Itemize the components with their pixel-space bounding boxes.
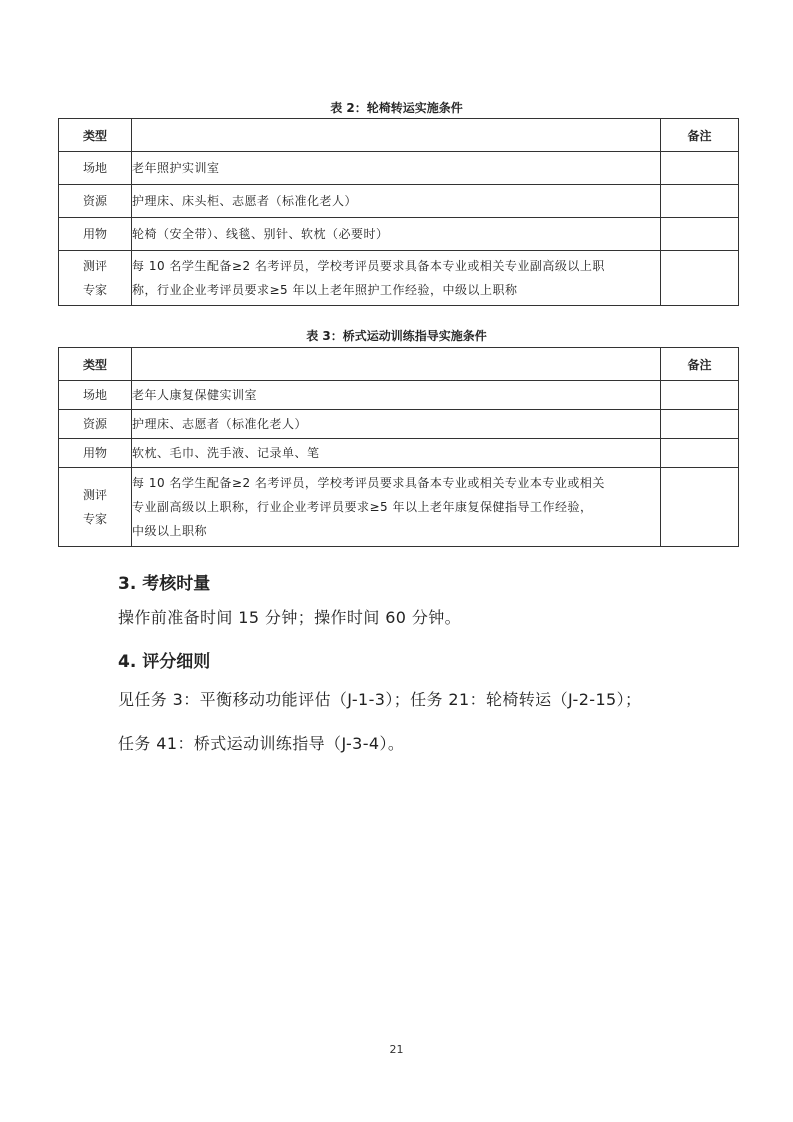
section4-line2: 任务 41：桥式运动训练指导（J-3-4）。 [118, 734, 405, 753]
table2-expert-type [59, 251, 132, 306]
table3-row3-type: 用物 [59, 439, 132, 468]
table2-row2-content: 护理床、床头柜、志愿者（标准化老人） [132, 185, 661, 218]
table-row [59, 185, 739, 218]
page-number: 21 [389, 1043, 404, 1056]
table2-header-row [59, 119, 739, 152]
table2-expert-line2: 称，行业企业考评员要求≥5 年以上老年照护工作经验，中级以上职称 [132, 283, 518, 297]
table3-expert-content [132, 468, 661, 547]
table2-header-content [132, 119, 661, 152]
table-row [59, 152, 739, 185]
table3-expert-note [661, 468, 739, 547]
table-row [59, 410, 739, 439]
table2-row2-note [661, 185, 739, 218]
table3-header-note: 备注 [661, 348, 739, 381]
table3-row3-content: 软枕、毛巾、洗手液、记录单、笔 [132, 439, 661, 468]
table3-row2-note [661, 410, 739, 439]
table3-row2-content: 护理床、志愿者（标准化老人） [132, 410, 661, 439]
table2-row3-type: 用物 [59, 218, 132, 251]
table3-row1-content: 老年人康复保健实训室 [132, 381, 661, 410]
table3-row1-note [661, 381, 739, 410]
table3-caption: 表 3：桥式运动训练指导实施条件 [306, 329, 487, 343]
table2-header-note: 备注 [661, 119, 739, 152]
table2-expert-content [132, 251, 661, 306]
table2-row3-content: 轮椅（安全带）、线毯、别针、软枕（必要时） [132, 218, 661, 251]
table2-expert-type-line1: 测评 [82, 259, 107, 273]
table3-expert-type [59, 468, 132, 547]
section3-text: 操作前准备时间 15 分钟；操作时间 60 分钟。 [118, 608, 462, 627]
table2-expert-type-line2: 专家 [82, 283, 107, 297]
table2-row1-note [661, 152, 739, 185]
table2-row1-content: 老年照护实训室 [132, 152, 661, 185]
table3-row1-type: 场地 [59, 381, 132, 410]
table3-expert-type-line2: 专家 [82, 512, 107, 526]
table3-expert-line1: 每 10 名学生配备≥2 名考评员，学校考评员要求具备本专业或相关专业本专业或相关 [132, 476, 605, 490]
table3-row3-note [661, 439, 739, 468]
table-row [59, 468, 739, 547]
section4-line1: 见任务 3：平衡移动功能评估（J-1-3）；任务 21：轮椅转运（J-2-15）； [118, 690, 642, 709]
table2-row1-type: 场地 [59, 152, 132, 185]
section3-heading: 3. 考核时量 [118, 574, 211, 594]
table3-header-type: 类型 [59, 348, 132, 381]
table-row [59, 251, 739, 306]
table2-caption: 表 2：轮椅转运实施条件 [330, 101, 463, 115]
table2 [58, 118, 739, 306]
table-row [59, 218, 739, 251]
table2-row3-note [661, 218, 739, 251]
table2-expert-line1: 每 10 名学生配备≥2 名考评员，学校考评员要求具备本专业或相关专业副高级以上职 [132, 259, 605, 273]
table3-header-row [59, 348, 739, 381]
table3-header-content [132, 348, 661, 381]
table2-header-type: 类型 [59, 119, 132, 152]
table3-expert-type-line1: 测评 [82, 488, 107, 502]
table3 [58, 347, 739, 547]
section4-heading: 4. 评分细则 [118, 652, 211, 672]
table3-row2-type: 资源 [59, 410, 132, 439]
table3-expert-line3: 中级以上职称 [132, 524, 208, 538]
table3-expert-line2: 专业副高级以上职称，行业企业考评员要求≥5 年以上老年康复保健指导工作经验， [132, 500, 593, 514]
table-row [59, 381, 739, 410]
table2-row2-type: 资源 [59, 185, 132, 218]
table-row [59, 439, 739, 468]
table2-expert-note [661, 251, 739, 306]
